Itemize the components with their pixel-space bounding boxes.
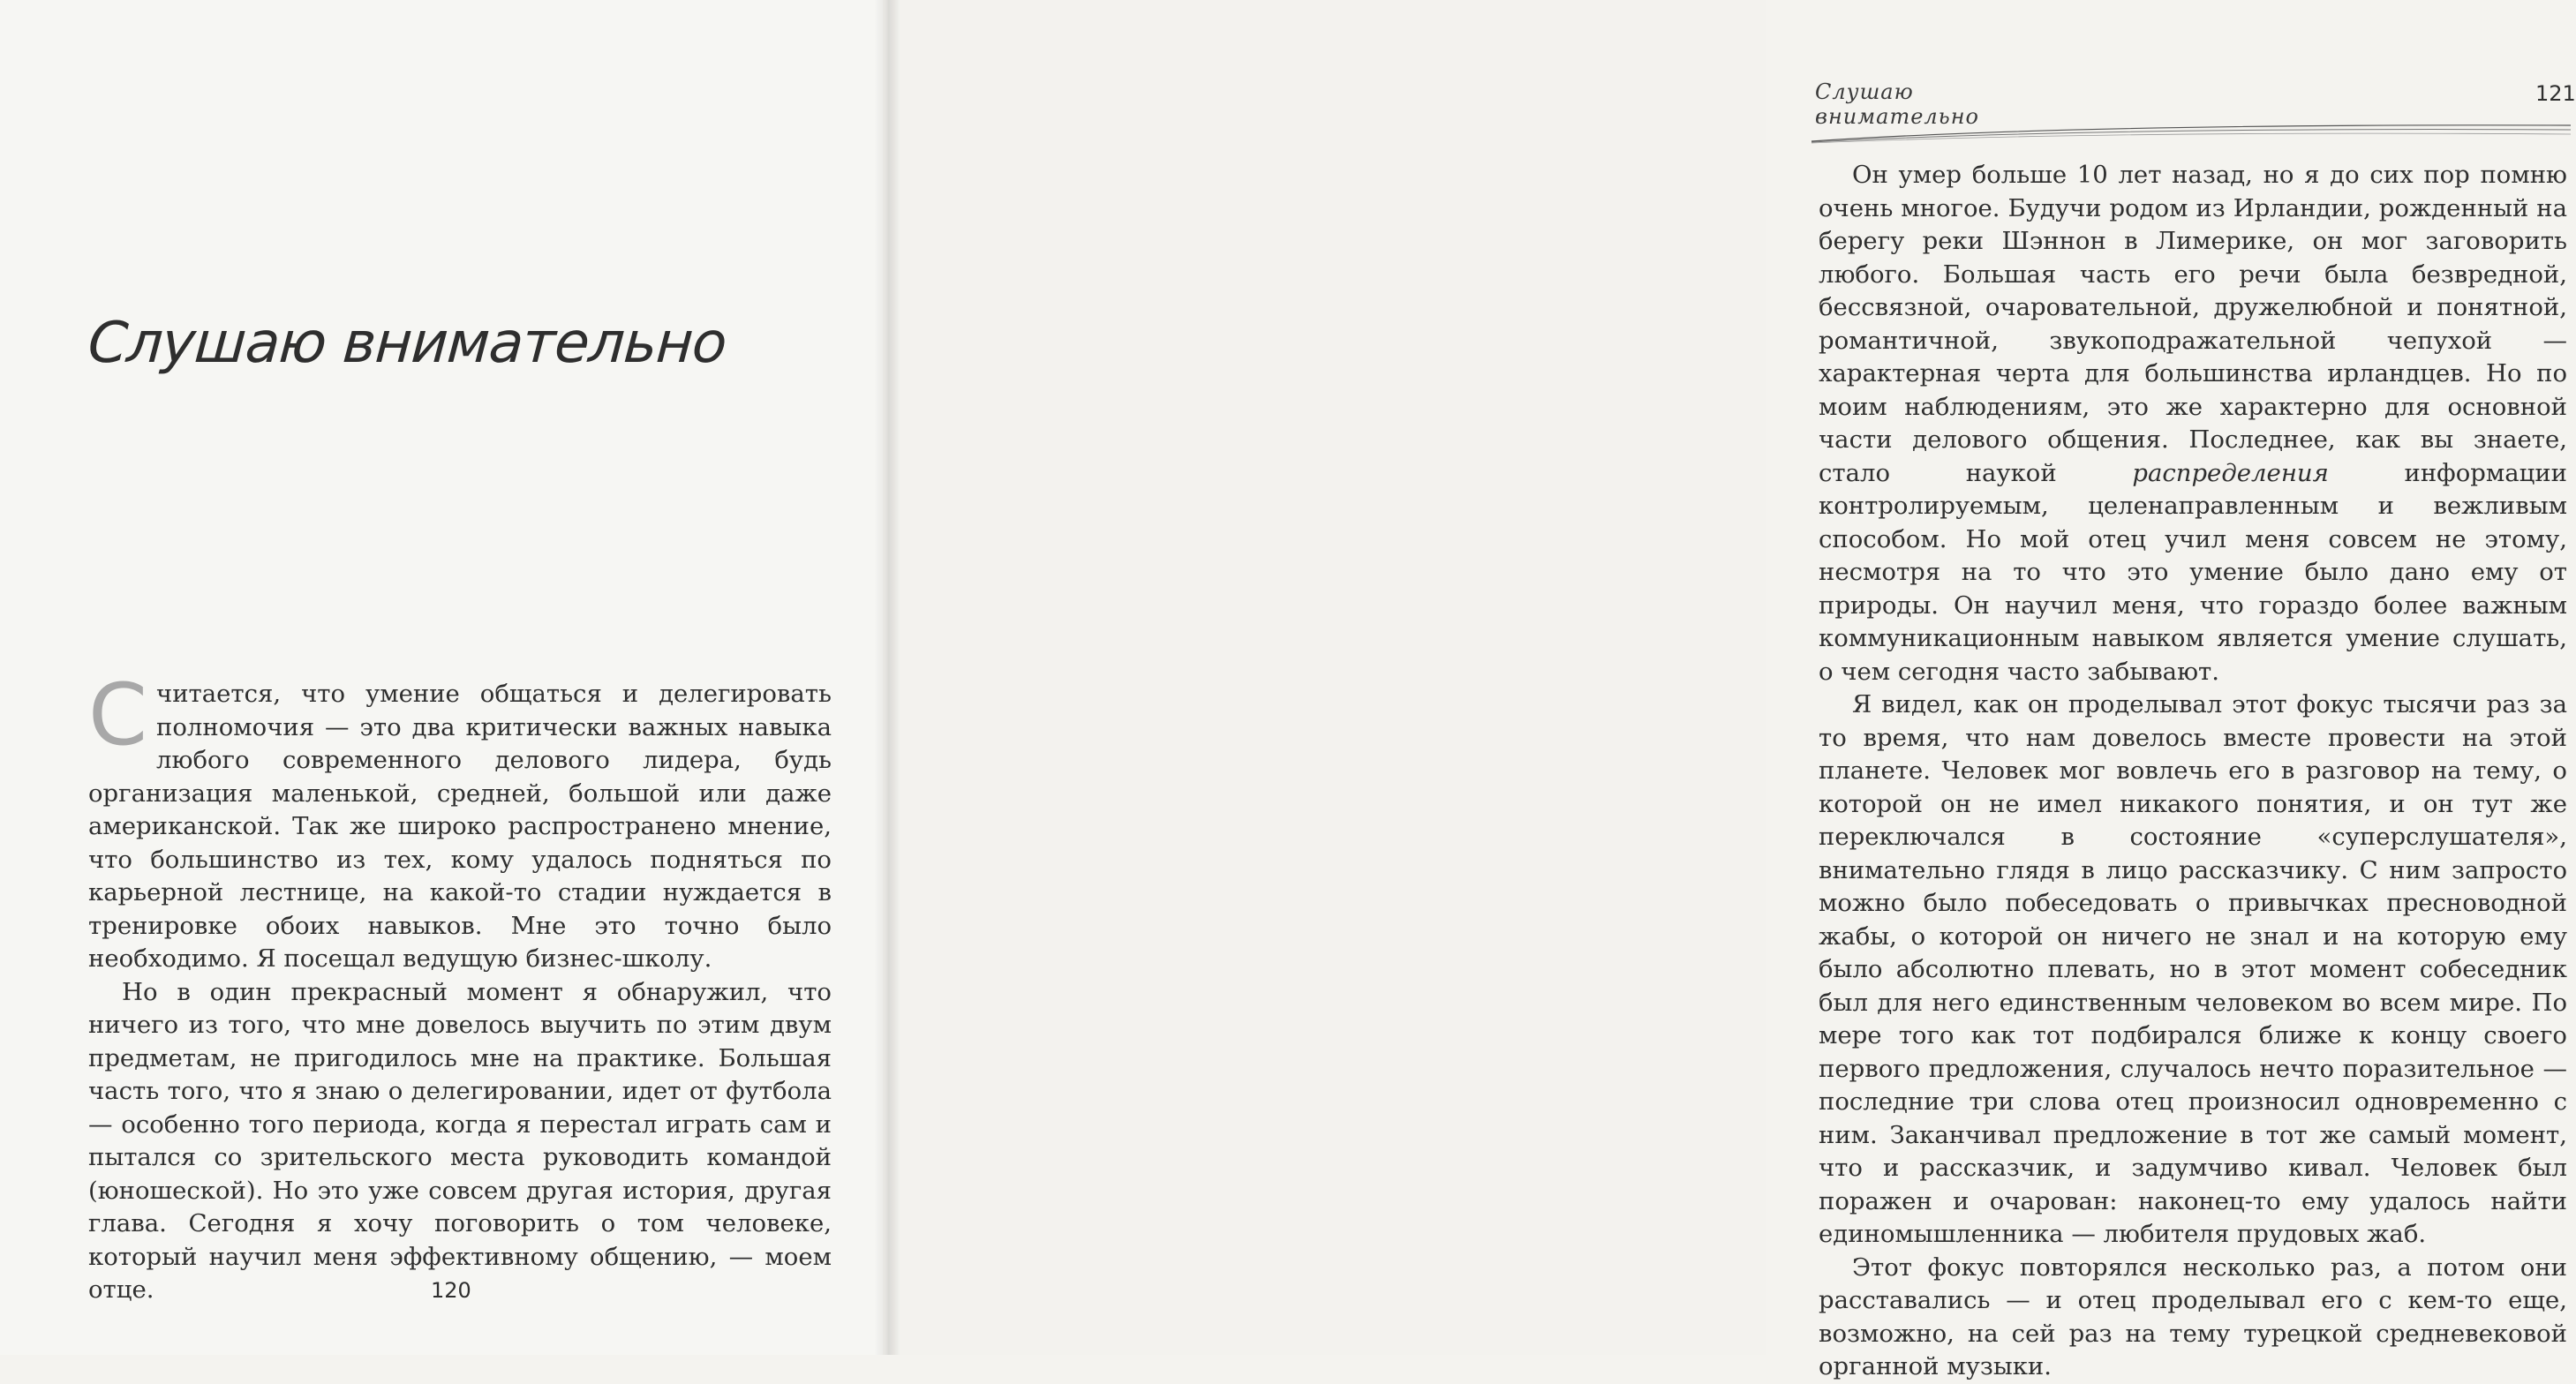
paragraph-text: Он умер больше 10 лет назад, но я до сих пор помню очень многое. Будучи родом из Ирландии, рожденный на берегу реки Шэннон в Лимерике, он мог заговорить любого. Большая часть его речи была безвредной, бессвязной, очаровательной, дружелюбной и понятной, романтичной, звукоподражательной чепухой — характерная черта для большинства ирландцев. Но по моим наблюдениям, это же характерно для основной части делового общения. Последнее, как вы знаете, стало наукой bbox=[1819, 161, 2567, 487]
paragraph bbox=[1819, 159, 2567, 688]
left-page-body bbox=[88, 666, 832, 1307]
page-number-right: 121 bbox=[2535, 81, 2576, 106]
drop-cap: С bbox=[88, 666, 148, 764]
paragraph-text: читается, что умение общаться и делегировать полномочия — это два критически важных навыка любого современного делового лидера, будь организация маленькой, средней, большой или даже американской. Так же широко распространено мнение, что большинство из тех, кому удалось подняться по карьерной лестнице, на какой-то стадии нуждается в тренировке обоих навыков. Мне это точно было необходимо. Я посещал ведущую бизнес-школу. bbox=[88, 680, 832, 973]
chapter-title: Слушаю внимательно bbox=[86, 311, 728, 376]
paragraph: Этот фокус повторялся несколько раз, а потом они расставались — и отец проделывал его с кем-то еще, возможно, на сей раз на тему турецкой средневековой органной музыки. bbox=[1819, 1252, 2567, 1380]
italic-term: распределения bbox=[2132, 458, 2329, 487]
right-page bbox=[883, 0, 2576, 1380]
book-gutter bbox=[874, 0, 900, 1355]
left-page bbox=[0, 0, 883, 1355]
right-page-body bbox=[1819, 159, 2567, 1384]
paragraph-text: информации контролируемым, целенаправленным и вежливым способом. Но мой отец учил меня совсем не этому, несмотря на то что это умение было дано ему от природы. Он научил меня, что гораздо более важным коммуникационным навыком является умение слушать, о чем сегодня часто забывают. bbox=[1819, 458, 2567, 686]
running-head: Слушаю внимательно bbox=[1815, 79, 1980, 129]
page-number-left: 120 bbox=[431, 1278, 471, 1303]
header-rule bbox=[1811, 122, 2571, 143]
paragraph: Я видел, как он проделывал этот фокус тысячи раз за то время, что нам довелось вместе провести на этой планете. Человек мог вовлечь его в разговор на тему, о которой он не имел никакого понятия, и он тут же переключался в состояние «суперслушателя», внимательно глядя в лицо рассказчику. С ним запросто можно было побеседовать о привычках пресноводной жабы, о которой он ничего не знал и на которую ему было абсолютно плевать, но в этот момент собеседник был для него единственным человеком во всем мире. По мере того как тот подбирался ближе к концу своего первого предложения, случалось нечто поразительное — последние три слова отец произносил одновременно с ним. Заканчивал предложение в тот же самый момент, что и рассказчик, и задумчиво кивал. Человек был поражен и очарован: наконец-то ему удалось найти единомышленника — любителя прудовых жаб. bbox=[1819, 690, 2567, 1248]
paragraph bbox=[88, 666, 832, 976]
paragraph: Но в один прекрасный момент я обнаружил, что ничего из того, что мне довелось выучить по этим двум предметам, не пригодилось мне на практике. Большая часть того, что я знаю о делегировании, идет от футбола — особенно того периода, когда я перестал играть сам и пытался со зрительского места руководить командой (юношеской). Но это уже совсем другая история, другая глава. Сегодня я хочу поговорить о том человеке, который научил меня эффективному общению, — моем отце. bbox=[88, 977, 832, 1304]
